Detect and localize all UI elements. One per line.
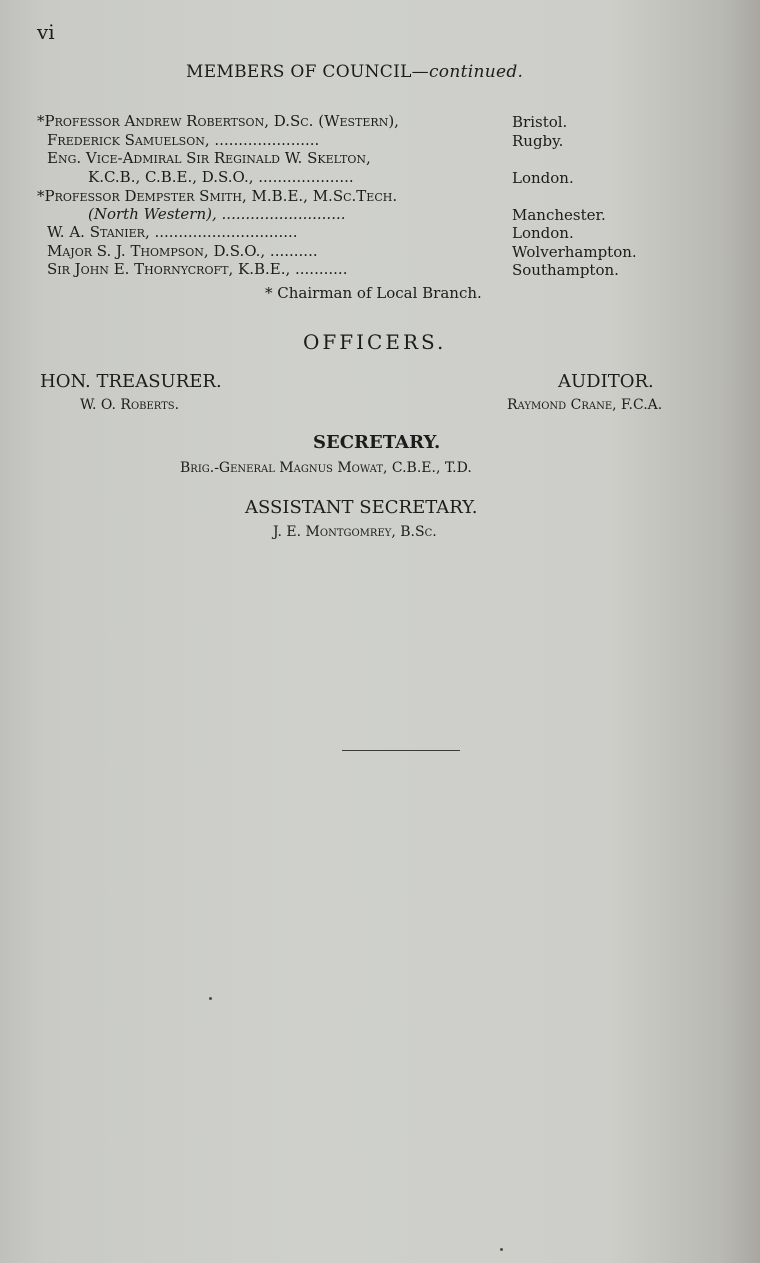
member-location: London. [512, 224, 574, 242]
footnote: * Chairman of Local Branch. [265, 284, 482, 302]
member-honours: K.C.B., C.B.E., D.S.O., .................... [88, 168, 354, 186]
assistant-secretary-name: J. E. Montgomrey, B.Sc. [273, 524, 437, 540]
auditor-role: AUDITOR. [558, 371, 654, 392]
member-location: London. [512, 169, 574, 187]
secretary-role: SECRETARY. [313, 432, 441, 453]
divider-rule [342, 750, 460, 751]
treasurer-role: HON. TREASURER. [40, 371, 222, 392]
member-name: *Professor Andrew Robertson, D.Sc. (Western), [37, 112, 399, 130]
member-location: Wolverhampton. [512, 243, 637, 261]
member-location: Manchester. [512, 206, 606, 224]
heading-continued: continued. [428, 62, 524, 82]
heading-main: MEMBERS OF COUNCIL— [186, 62, 429, 82]
member-name: Sir John E. Thornycroft, K.B.E., ........... [47, 260, 348, 278]
member-location: Bristol. [512, 113, 568, 131]
section-heading [186, 62, 523, 82]
member-name: *Professor Dempster Smith, M.B.E., M.Sc.Tech. [37, 187, 398, 205]
paper-speck [209, 997, 212, 1000]
member-location: Southampton. [512, 261, 619, 279]
member-branch: (North Western), .......................... [88, 205, 346, 223]
auditor-name: Raymond Crane, F.C.A. [507, 397, 663, 413]
secretary-name: Brig.-General Magnus Mowat, C.B.E., T.D. [180, 460, 472, 476]
member-name: Frederick Samuelson, ...................... [47, 131, 320, 149]
officers-heading: OFFICERS. [303, 330, 447, 354]
treasurer-name: W. O. Roberts. [80, 397, 180, 413]
member-name: Eng. Vice-Admiral Sir Reginald W. Skelton, [47, 149, 371, 167]
member-name: W. A. Stanier, .............................. [47, 223, 298, 241]
member-name: Major S. J. Thompson, D.S.O., .......... [47, 242, 318, 260]
page-number: vi [37, 20, 55, 44]
assistant-secretary-role: ASSISTANT SECRETARY. [245, 497, 478, 518]
member-location: Rugby. [512, 132, 564, 150]
paper-speck [500, 1248, 503, 1251]
